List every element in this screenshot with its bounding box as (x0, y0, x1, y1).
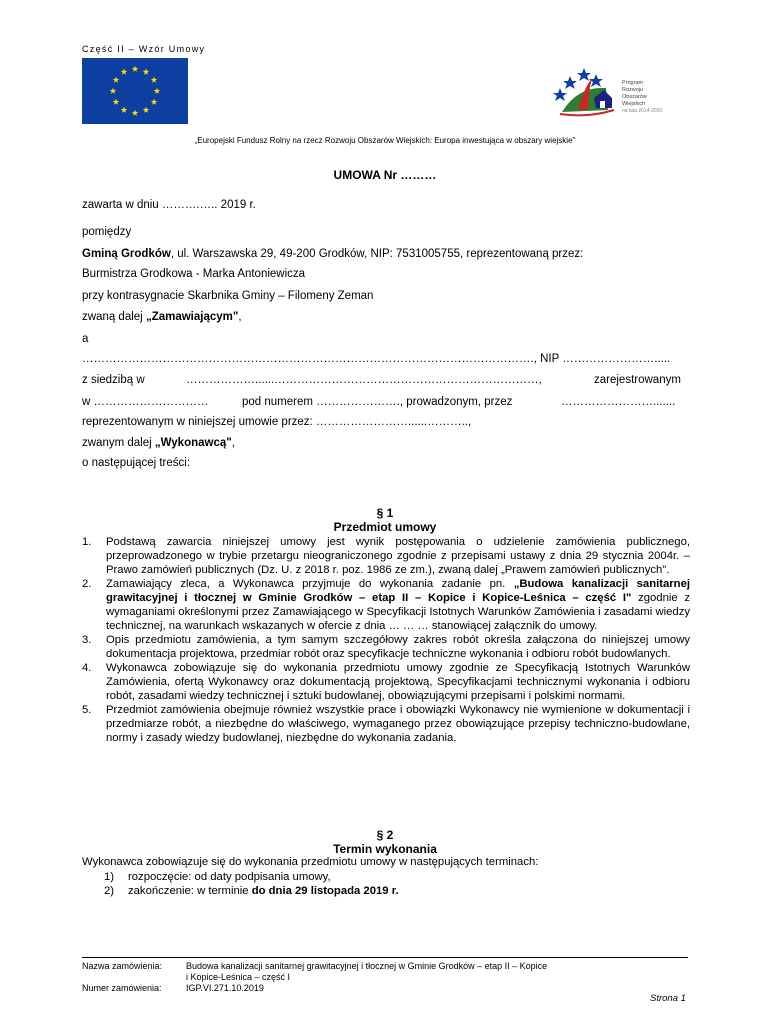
order-name-line2: i Kopice-Leśnica – część I (186, 972, 291, 982)
document-title: UMOWA Nr ……… (333, 168, 437, 182)
section2-symbol: § 2 (376, 828, 394, 842)
footer-divider (82, 957, 688, 958)
registration-keeper-blank: ……………………....... (561, 396, 676, 408)
item-number: 2. (82, 578, 92, 590)
item-text: Podstawą zawarcia niniejszej umowy jest wynik postępowania o udzielenie zamówienia publicznego, przeprowadzonego w trybie przetargu nieograniczonego zgodnie z przepisami ustawy z dnia 29 stycznia 2004r. – Prawo zamówień publicznych (Dz. U. z 2018 r. poz. 1986 ze zm.), zwaną dalej „Prawem zamówień publicznych". (106, 536, 690, 576)
registration-blank: w ………………………… (82, 396, 209, 408)
party1-cosignature: przy kontrasygnacie Skarbnika Gminy – Filomeny Zeman (82, 290, 374, 302)
seat-label: z siedzibą w (82, 374, 145, 386)
party1-representative: Burmistrza Grodkowa - Marka Antoniewicza (82, 268, 306, 280)
item-text: rozpoczęcie: od daty podpisania umowy, (128, 871, 331, 883)
task-name: „Budowa kanalizacji sanitarnej grawitacyjnej i tłocznej w Gminie Grodków – etap II – Kopice i Kopice-Leśnica – część I" (106, 578, 690, 604)
prow-program-logo (548, 58, 674, 124)
eu-flag-logo (82, 58, 188, 124)
section1-title: Przedmiot umowy (333, 520, 437, 534)
section1-symbol: § 1 (376, 506, 394, 520)
list-item (82, 535, 690, 577)
document-part-label: Część II – Wzór Umowy (82, 44, 206, 54)
section2-list (104, 870, 399, 898)
section2-intro: Wykonawca zobowiązuje się do wykonania przedmiotu umowy w następujących terminach: (82, 856, 539, 868)
order-name-label: Nazwa zamówienia: (82, 961, 163, 971)
registered-label: zarejestrowanym (594, 374, 681, 386)
item-number: 5. (82, 704, 92, 716)
party1-details: , ul. Warszawska 29, 49-200 Grodków, NIP: 7531005755, reprezentowaną przez: (170, 248, 584, 260)
called2-name: „Wykonawcą" (154, 437, 232, 449)
called1-prefix: zwaną dalej (82, 311, 146, 323)
section1-list (82, 535, 690, 745)
list-item (82, 661, 690, 703)
list-item (82, 577, 690, 633)
party1-called-as (82, 311, 242, 323)
called1-suffix: , (238, 311, 242, 323)
order-number: IGP.VI.271.10.2019 (186, 983, 264, 993)
order-name-line1: Budowa kanalizacji sanitarnej grawitacyjnej i tłocznej w Gminie Grodków – etap II – Kopice (186, 961, 548, 971)
item-text: Wykonawca zobowiązuje się do wykonania przedmiotu umowy zgodnie ze Specyfikacją Istotnych Warunków Zamówienia, ofertą Wykonawcy oraz dokumentacją projektową, Specyfikacjami technicznymi wykonania i odbioru robót, zasadami wiedzy technicznej i sztuki budowlanej, obowiązującymi przepisami i polskimi normami. (106, 662, 690, 702)
prow-logo-line: Wiejskich (622, 101, 646, 107)
list-item (82, 633, 690, 661)
deadline: do dnia 29 listopada 2019 r. (251, 885, 399, 897)
fund-note: „Europejski Fundusz Rolny na rzecz Rozwoju Obszarów Wiejskich: Europa inwestująca w obszary wiejskie" (194, 136, 576, 145)
seat-blank: ………………......……………………………………………………………, (186, 374, 542, 386)
prow-logo-line: Program (622, 80, 644, 86)
eu-stars-icon (82, 58, 188, 124)
item-number: 2) (104, 885, 115, 897)
prow-logo-line: Obszarów (622, 94, 647, 100)
item-text: Opis przedmiotu zamówienia, a tym samym szczegółowy zakres robót określa załączona do niniejszej umowy dokumentacja projektowa, przedmiar robót oraz specyfikacje techniczne wykonania i odbioru robót budowlanych. (106, 634, 690, 660)
item-text: Przedmiot zamówienia obejmuje również wszystkie prace i obowiązki Wykonawcy nie wymienione w dokumentacji i przedmiarze robót, a niezbędne do właściwego, wymaganego przez obowiązujące przepisy techniczno-budowlane, normy i zasady wiedzy budowlanej, niezbędne do wykonania zadania. (106, 704, 690, 744)
prow-logo-line: na lata 2014-2020 (622, 108, 663, 114)
order-number-label: Numer zamówienia: (82, 983, 162, 993)
item-number: 4. (82, 662, 92, 674)
date-line: zawarta w dniu ……….….. 2019 r. (82, 199, 256, 211)
item-number: 1. (82, 536, 92, 548)
list-item (104, 870, 399, 884)
list-item (104, 884, 399, 898)
item-text: Zamawiający zleca, a Wykonawca przyjmuje do wykonania zadanie pn. (106, 578, 514, 590)
party1-line (82, 248, 688, 260)
and-label: a (82, 333, 89, 345)
prow-logo-line: Rozwoju (622, 87, 644, 93)
called2-suffix: , (231, 437, 235, 449)
called1-name: „Zamawiającym" (145, 311, 239, 323)
item-text: zgodnie z wymaganiami określonymi przez Zamawiającego w Specyfikacji Istotnych Warunków Zamówienia i zasadami wiedzy technicznej, na warunkach wskazanych w ofercie z dnia … … … stanowiącej załącznik do umowy. (106, 592, 690, 632)
section2-title: Termin wykonania (333, 842, 437, 856)
registration-number-label: pod numerem …………………., prowadzonym, przez (242, 396, 513, 408)
item-text: zakończenie: w terminie (128, 885, 252, 897)
party2-called-as (82, 437, 235, 449)
between-label: pomiędzy (82, 226, 132, 238)
party1-name: Gminą Grodków (82, 248, 171, 260)
list-item (82, 703, 690, 745)
item-number: 3. (82, 634, 92, 646)
following-text: o następującej treści: (82, 457, 191, 469)
party2-representative: reprezentowanym w niniejszej umowie przez: ……………………......……….., (82, 416, 472, 428)
party2-name-line: ………………………………………………………………………………………………………., NIP ……………………..... (82, 353, 671, 365)
called2-prefix: zwanym dalej (82, 437, 155, 449)
page-number: Strona 1 (650, 993, 686, 1004)
item-number: 1) (104, 871, 115, 883)
